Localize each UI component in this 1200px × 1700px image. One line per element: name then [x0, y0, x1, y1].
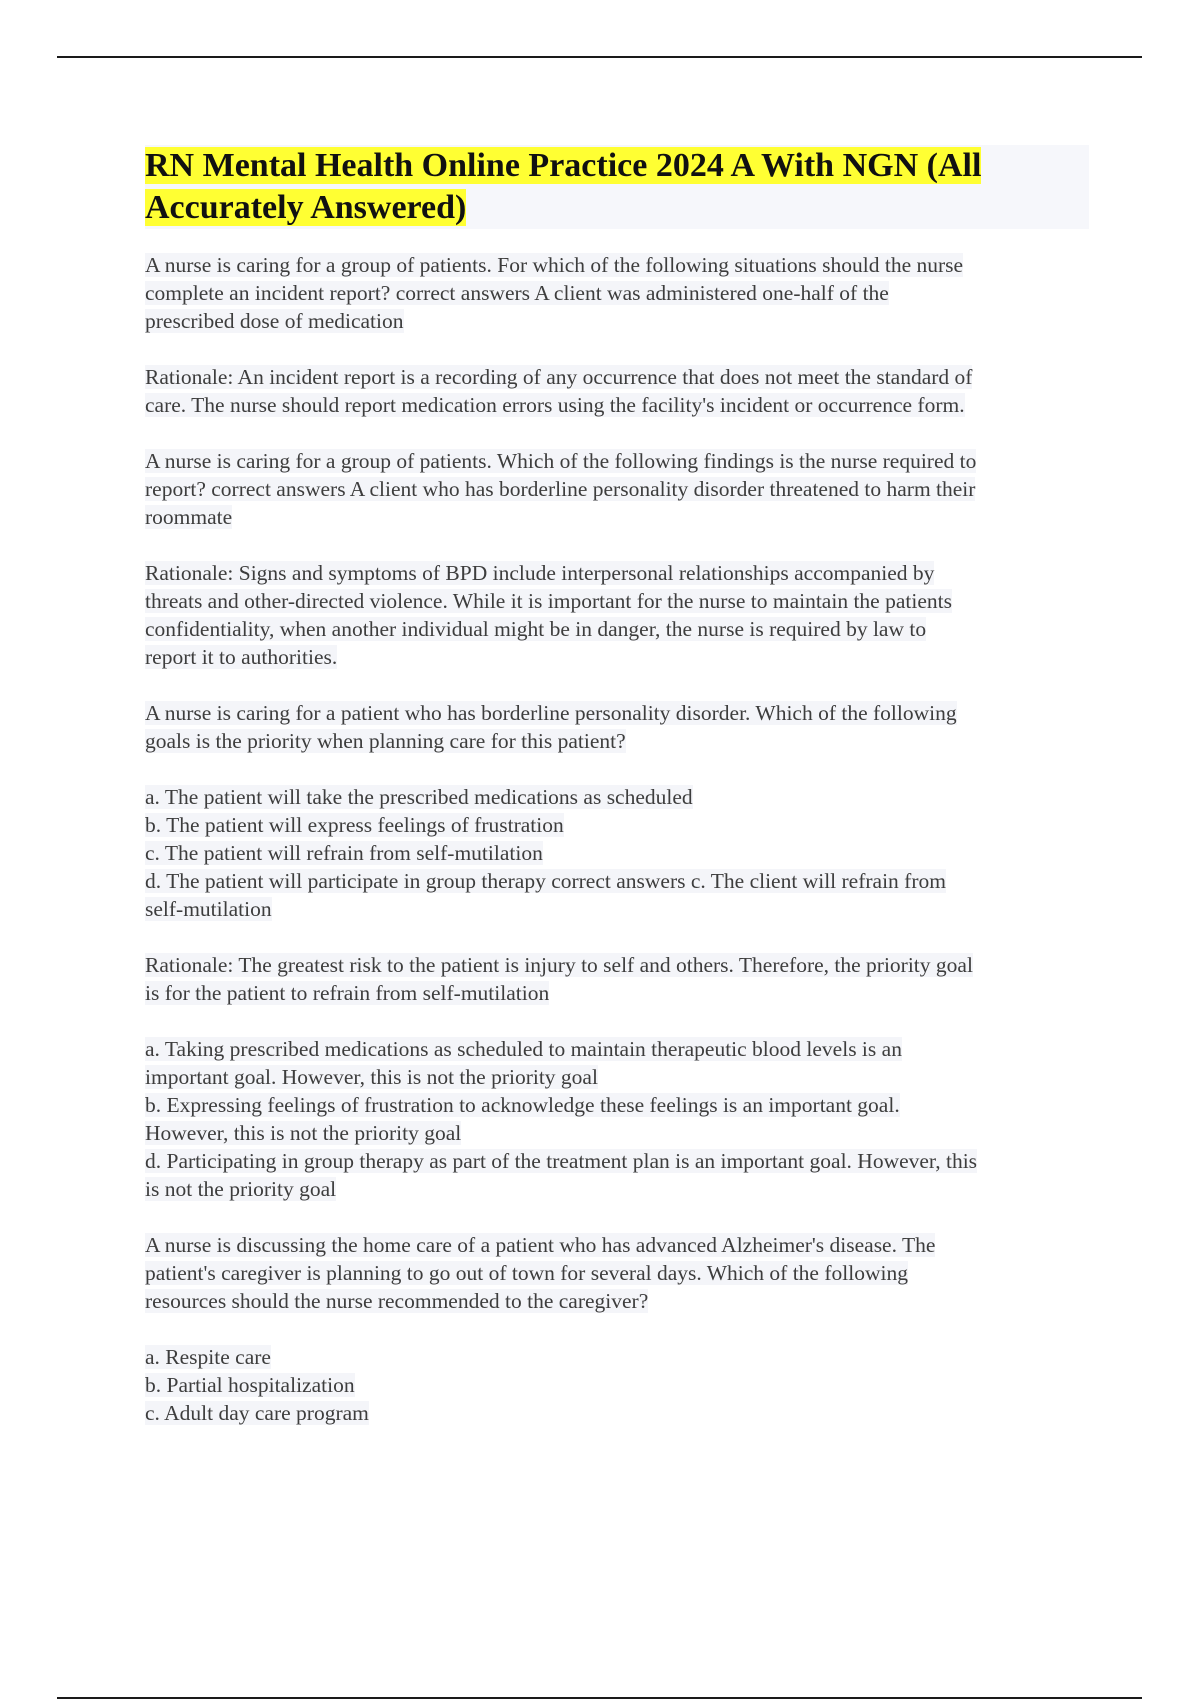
- option-c: c. Adult day care program: [145, 1401, 369, 1425]
- bottom-rule: [57, 1697, 1142, 1699]
- option-a: a. Respite care: [145, 1345, 271, 1369]
- text-line: report it to authorities.: [145, 645, 338, 669]
- text-line: is for the patient to refrain from self-mutilation: [145, 981, 550, 1005]
- text-line: A nurse is caring for a group of patients. For which of the following situations should the nurse: [145, 253, 964, 277]
- rationale-3-explanations: [145, 1035, 1087, 1203]
- text-line: a. Taking prescribed medications as scheduled to maintain therapeutic blood levels is an: [145, 1037, 902, 1061]
- title-block: [145, 145, 1089, 229]
- text-line: resources should the nurse recommended to the caregiver?: [145, 1289, 649, 1313]
- text-line: A nurse is caring for a group of patients. Which of the following findings is the nurse required to: [145, 449, 977, 473]
- text-line: important goal. However, this is not the priority goal: [145, 1065, 598, 1089]
- question-3-options: [145, 783, 1087, 923]
- text-line: prescribed dose of medication: [145, 309, 404, 333]
- option-d-continued: self-mutilation: [145, 897, 272, 921]
- text-line: However, this is not the priority goal: [145, 1121, 462, 1145]
- option-b: b. The patient will express feelings of frustration: [145, 813, 564, 837]
- text-line: patient's caregiver is planning to go out of town for several days. Which of the following: [145, 1261, 908, 1285]
- text-line: roommate: [145, 505, 233, 529]
- title-line-1: RN Mental Health Online Practice 2024 A With NGN (All: [145, 147, 982, 184]
- option-c: c. The patient will refrain from self-mutilation: [145, 841, 543, 865]
- option-d: d. The patient will participate in group therapy correct answers c. The client will refrain from: [145, 869, 946, 893]
- text-line: threats and other-directed violence. While it is important for the nurse to maintain the patients: [145, 589, 952, 613]
- option-a: a. The patient will take the prescribed medications as scheduled: [145, 785, 693, 809]
- question-4: [145, 1231, 1087, 1315]
- text-line: A nurse is caring for a patient who has borderline personality disorder. Which of the following: [145, 701, 957, 725]
- text-line: report? correct answers A client who has borderline personality disorder threatened to harm their: [145, 477, 976, 501]
- rationale-2: [145, 559, 1087, 671]
- text-line: Rationale: Signs and symptoms of BPD include interpersonal relationships accompanied by: [145, 561, 935, 585]
- document-body: [145, 145, 1087, 1455]
- text-line: Rationale: An incident report is a recording of any occurrence that does not meet the standard of: [145, 365, 973, 389]
- question-3: [145, 699, 1087, 755]
- text-line: is not the priority goal: [145, 1177, 337, 1201]
- text-line: b. Expressing feelings of frustration to acknowledge these feelings is an important goal.: [145, 1093, 900, 1117]
- rationale-1: [145, 363, 1087, 419]
- document-title: [145, 145, 1087, 229]
- text-line: complete an incident report? correct answers A client was administered one-half of the: [145, 281, 889, 305]
- text-line: Rationale: The greatest risk to the patient is injury to self and others. Therefore, the priority goal: [145, 953, 973, 977]
- top-rule: [57, 56, 1142, 58]
- question-2: [145, 447, 1087, 531]
- title-line-2: Accurately Answered): [145, 189, 467, 226]
- text-line: d. Participating in group therapy as part of the treatment plan is an important goal. However, this: [145, 1149, 978, 1173]
- question-4-options: [145, 1343, 1087, 1427]
- text-line: care. The nurse should report medication errors using the facility's incident or occurrence form.: [145, 393, 965, 417]
- rationale-3: [145, 951, 1087, 1007]
- option-b: b. Partial hospitalization: [145, 1373, 355, 1397]
- text-line: confidentiality, when another individual might be in danger, the nurse is required by law to: [145, 617, 927, 641]
- text-line: goals is the priority when planning care for this patient?: [145, 729, 626, 753]
- question-1: [145, 251, 1087, 335]
- text-line: A nurse is discussing the home care of a patient who has advanced Alzheimer's disease. The: [145, 1233, 936, 1257]
